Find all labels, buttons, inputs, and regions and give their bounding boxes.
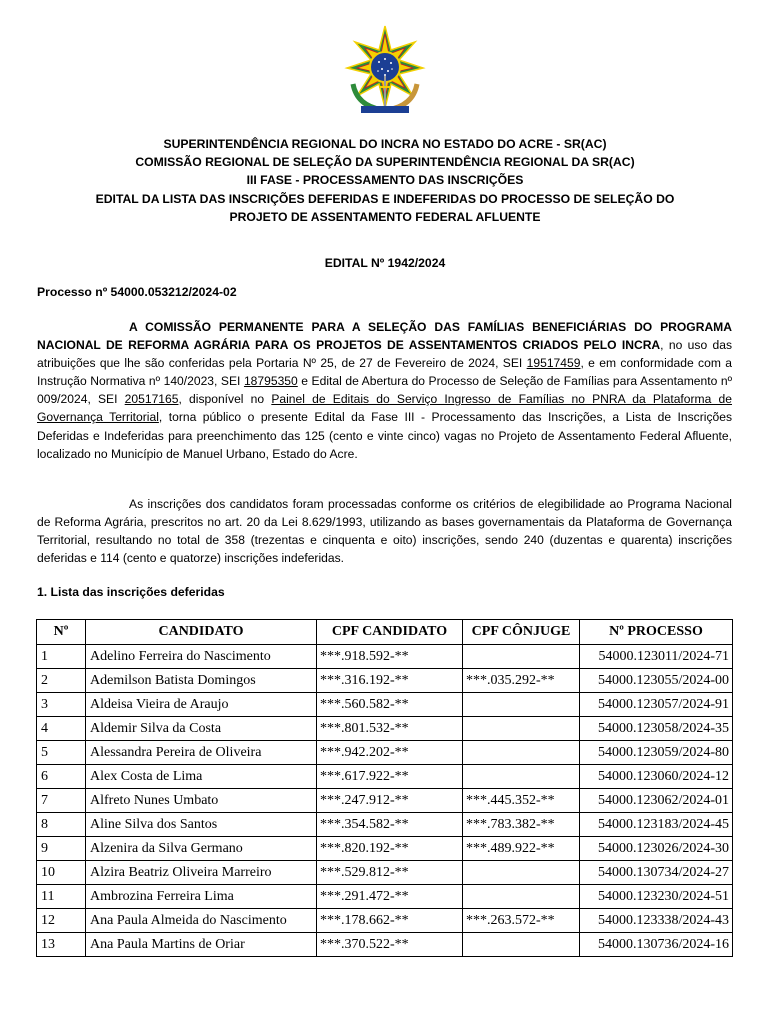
- edital-number: EDITAL Nº 1942/2024: [324, 256, 446, 270]
- sei-link-1[interactable]: 19517459: [526, 356, 581, 371]
- table-row: [37, 933, 733, 957]
- sei-link-3[interactable]: 20517165: [124, 392, 179, 407]
- cell-process: 54000.123011/2024-71: [580, 645, 733, 669]
- table-row: [37, 693, 733, 717]
- cell-cpf-spouse: [463, 741, 580, 765]
- painel-editais-link[interactable]: Painel de Editais do Serviço Ingresso de Famílias no PNRA da Plataforma de Governança Territorial: [37, 392, 732, 425]
- heading-line-2: COMISSÃO REGIONAL DE SELEÇÃO DA SUPERINTENDÊNCIA REGIONAL DA SR(AC): [135, 155, 635, 170]
- cell-number: 10: [37, 861, 86, 885]
- coat-ribbon: [361, 106, 409, 113]
- cell-process: 54000.123338/2024-43: [580, 909, 733, 933]
- table-row: [37, 669, 733, 693]
- table-row: [37, 717, 733, 741]
- paragraph-text: , e em conformidade com a Instrução Normativa nº 140/2023, SEI: [37, 356, 732, 389]
- cell-cpf-spouse: [463, 693, 580, 717]
- table-row: [37, 837, 733, 861]
- cell-process: 54000.123060/2024-12: [580, 765, 733, 789]
- brazil-coat-of-arms-icon: [343, 24, 427, 116]
- cell-process: 54000.123058/2024-35: [580, 717, 733, 741]
- cell-cpf-spouse: ***.445.352-**: [463, 789, 580, 813]
- table-row: [37, 909, 733, 933]
- paragraph-intro: [37, 318, 732, 463]
- heading-line-3: III FASE - PROCESSAMENTO DAS INSCRIÇÕES: [246, 173, 524, 188]
- document-heading: [40, 135, 730, 226]
- cell-cpf-spouse: [463, 765, 580, 789]
- cell-cpf-spouse: [463, 885, 580, 909]
- header-candidate: CANDIDATO: [86, 620, 317, 645]
- table-row: [37, 741, 733, 765]
- cell-candidate: Alfreto Nunes Umbato: [86, 789, 317, 813]
- paragraph-processing: [37, 495, 732, 567]
- cell-cpf-candidate: ***.942.202-**: [317, 741, 463, 765]
- cell-cpf-candidate: ***.617.922-**: [317, 765, 463, 789]
- cell-cpf-spouse: ***.035.292-**: [463, 669, 580, 693]
- heading-line-4: EDITAL DA LISTA DAS INSCRIÇÕES DEFERIDAS E INDEFERIDAS DO PROCESSO DE SELEÇÃO DO: [95, 191, 675, 206]
- paragraph-text: , disponível no: [178, 392, 272, 407]
- coat-sword: [384, 76, 386, 106]
- cell-cpf-spouse: [463, 933, 580, 957]
- cell-number: 2: [37, 669, 86, 693]
- cell-process: 54000.130736/2024-16: [580, 933, 733, 957]
- cell-number: 12: [37, 909, 86, 933]
- cell-cpf-spouse: ***.489.922-**: [463, 837, 580, 861]
- cell-cpf-candidate: ***.178.662-**: [317, 909, 463, 933]
- table-row: [37, 885, 733, 909]
- cell-cpf-spouse: [463, 645, 580, 669]
- heading-line-5: PROJETO DE ASSENTAMENTO FEDERAL AFLUENTE: [229, 209, 541, 224]
- cell-process: 54000.130734/2024-27: [580, 861, 733, 885]
- commission-lead: A COMISSÃO PERMANENTE PARA A SELEÇÃO DAS FAMÍLIAS BENEFICIÁRIAS DO PROGRAMA NACIONAL DE REFORMA AGRÁRIA PARA OS PROJETOS DE ASSENTAMENTOS CRIADOS PELO INCRA: [37, 320, 732, 353]
- section-title-deferidas: 1. Lista das inscrições deferidas: [37, 585, 225, 599]
- cell-cpf-candidate: ***.820.192-**: [317, 837, 463, 861]
- table-header-row: [37, 620, 733, 645]
- cell-number: 1: [37, 645, 86, 669]
- cell-cpf-spouse: [463, 717, 580, 741]
- cell-number: 4: [37, 717, 86, 741]
- cell-process: 54000.123062/2024-01: [580, 789, 733, 813]
- cell-candidate: Alzenira da Silva Germano: [86, 837, 317, 861]
- cell-candidate: Aline Silva dos Santos: [86, 813, 317, 837]
- cell-number: 6: [37, 765, 86, 789]
- table-row: [37, 765, 733, 789]
- cell-number: 9: [37, 837, 86, 861]
- cell-cpf-spouse: ***.783.382-**: [463, 813, 580, 837]
- header-cpf-candidate: CPF CANDIDATO: [317, 620, 463, 645]
- header-cpf-spouse: CPF CÔNJUGE: [463, 620, 580, 645]
- paragraph-text: , no uso das atribuições que lhe são conferidas pela Portaria Nº 25, de 27 de Fevereiro de 2024, SEI: [37, 338, 733, 371]
- cell-process: 54000.123183/2024-45: [580, 813, 733, 837]
- deferidas-table: [36, 619, 733, 957]
- cell-number: 13: [37, 933, 86, 957]
- cell-cpf-candidate: ***.560.582-**: [317, 693, 463, 717]
- paragraph-text: e Edital de Abertura do Processo de Seleção de Famílias para Assentamento nº 009/2024, SEI: [37, 374, 732, 407]
- cell-number: 11: [37, 885, 86, 909]
- cell-candidate: Adelino Ferreira do Nascimento: [86, 645, 317, 669]
- cell-candidate: Ambrozina Ferreira Lima: [86, 885, 317, 909]
- cell-process: 54000.123059/2024-80: [580, 741, 733, 765]
- paragraph-text: , torna público o presente Edital da Fase III - Processamento das Inscrições, a Lista de Inscrições Deferidas e Indeferidas para preenchimento das 125 (cento e vinte cinco) vagas no Projeto de Assentamento Federal Afluente, localizado no Município de Manuel Urbano, Estado do Acre.: [37, 410, 732, 461]
- heading-line-1: SUPERINTENDÊNCIA REGIONAL DO INCRA NO ESTADO DO ACRE - SR(AC): [163, 137, 607, 151]
- cell-candidate: Alex Costa de Lima: [86, 765, 317, 789]
- cell-candidate: Ana Paula Martins de Oriar: [86, 933, 317, 957]
- cell-process: 54000.123057/2024-91: [580, 693, 733, 717]
- cell-process: 54000.123230/2024-51: [580, 885, 733, 909]
- cell-candidate: Alessandra Pereira de Oliveira: [86, 741, 317, 765]
- cell-number: 5: [37, 741, 86, 765]
- cell-candidate: Ademilson Batista Domingos: [86, 669, 317, 693]
- table-row: [37, 861, 733, 885]
- header-number: Nº: [37, 620, 86, 645]
- table-body: [37, 645, 733, 957]
- cell-cpf-candidate: ***.529.812-**: [317, 861, 463, 885]
- cell-cpf-spouse: [463, 861, 580, 885]
- cell-candidate: Alzira Beatriz Oliveira Marreiro: [86, 861, 317, 885]
- table-row: [37, 813, 733, 837]
- header-process: Nº PROCESSO: [580, 620, 733, 645]
- cell-cpf-candidate: ***.247.912-**: [317, 789, 463, 813]
- cell-cpf-candidate: ***.370.522-**: [317, 933, 463, 957]
- cell-cpf-candidate: ***.918.592-**: [317, 645, 463, 669]
- cell-cpf-candidate: ***.291.472-**: [317, 885, 463, 909]
- cell-cpf-candidate: ***.354.582-**: [317, 813, 463, 837]
- cell-cpf-spouse: ***.263.572-**: [463, 909, 580, 933]
- cell-candidate: Ana Paula Almeida do Nascimento: [86, 909, 317, 933]
- cell-number: 8: [37, 813, 86, 837]
- process-number: Processo nº 54000.053212/2024-02: [37, 285, 237, 299]
- cell-process: 54000.123026/2024-30: [580, 837, 733, 861]
- cell-number: 7: [37, 789, 86, 813]
- table-row: [37, 789, 733, 813]
- sei-link-2[interactable]: 18795350: [243, 374, 298, 389]
- cell-cpf-candidate: ***.316.192-**: [317, 669, 463, 693]
- cell-process: 54000.123055/2024-00: [580, 669, 733, 693]
- cell-number: 3: [37, 693, 86, 717]
- cell-candidate: Aldeisa Vieira de Araujo: [86, 693, 317, 717]
- cell-cpf-candidate: ***.801.532-**: [317, 717, 463, 741]
- paragraph-text: As inscrições dos candidatos foram processadas conforme os critérios de elegibilidade ao Programa Nacional de Reforma Agrária, prescritos no art. 20 da Lei 8.629/1993, utilizando as bases governamentais da Plataforma de Governança Territorial, resultando no total de 358 (trezentas e cinquenta e oito) inscrições, sendo 240 (duzentas e quarenta) inscrições deferidas e 114 (cento e quatorze) inscrições indeferidas.: [37, 497, 732, 566]
- table-row: [37, 645, 733, 669]
- cell-candidate: Aldemir Silva da Costa: [86, 717, 317, 741]
